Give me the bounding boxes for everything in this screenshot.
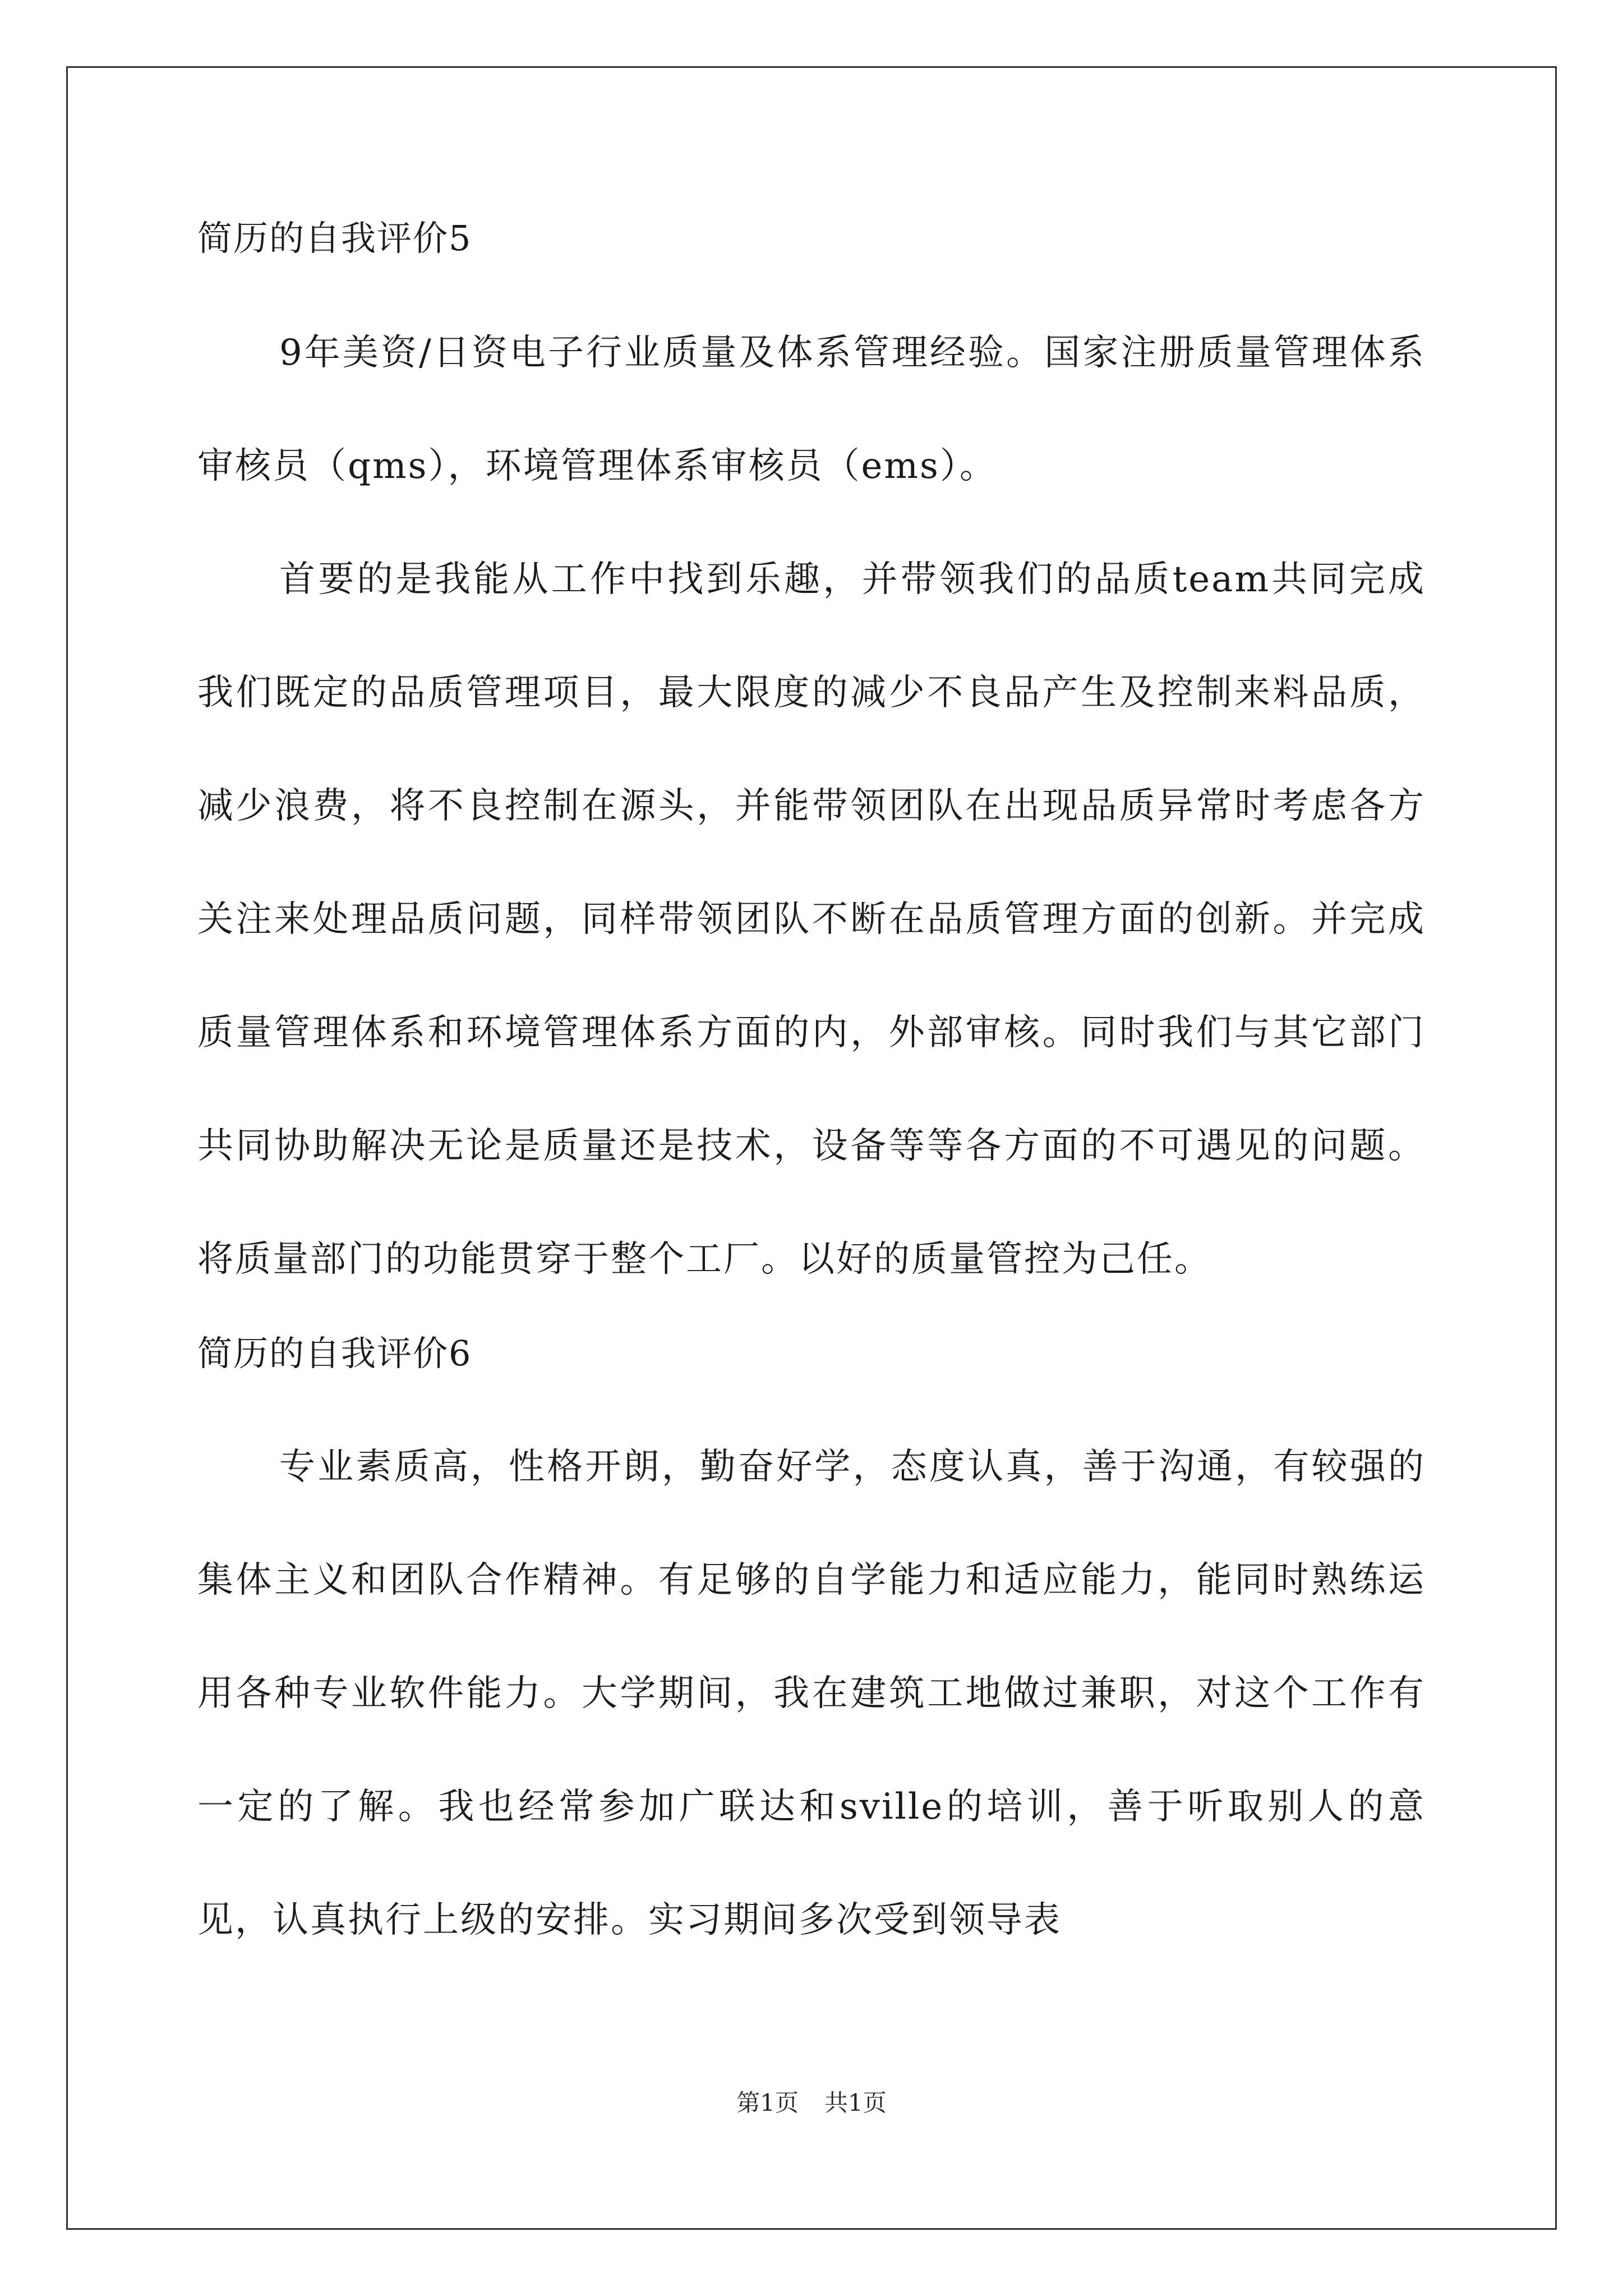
paragraph: 专业素质高，性格开朗，勤奋好学，态度认真，善于沟通，有较强的集体主义和团队合作精神。有足够的自学能力和适应能力，能同时熟练运用各种专业软件能力。大学期间，我在建筑工地做过兼职，对这个工作有一定的了解。我也经常参加广联达和sville的培训，善于听取别人的意见，认真执行上级的安排。实习期间多次受到领导表 [197,1446,1426,1941]
section-heading: 简历的自我评价6 [197,1333,472,1374]
paragraph: 9年美资/日资电子行业质量及体系管理经验。国家注册质量管理体系审核员（qms），环境管理体系审核员（ems）。 [197,332,1426,487]
page-number: 第1页 [736,2089,799,2116]
page-footer [0,2085,1623,2118]
page-total: 共1页 [824,2089,887,2116]
section-heading: 简历的自我评价5 [197,218,472,259]
paragraph: 首要的是我能从工作中找到乐趣，并带领我们的品质team共同完成我们既定的品质管理项目，最大限度的减少不良品产生及控制来料品质，减少浪费，将不良控制在源头，并能带领团队在出现品质异常时考虑各方关注来处理品质问题，同样带领团队不断在品质管理方面的创新。并完成质量管理体系和环境管理体系方面的内，外部审核。同时我们与其它部门共同协助解决无论是质量还是技术，设备等等各方面的不可遇见的问题。将质量部门的功能贯穿于整个工厂。以好的质量管控为己任。 [197,559,1426,1280]
document-body [197,213,1426,1977]
